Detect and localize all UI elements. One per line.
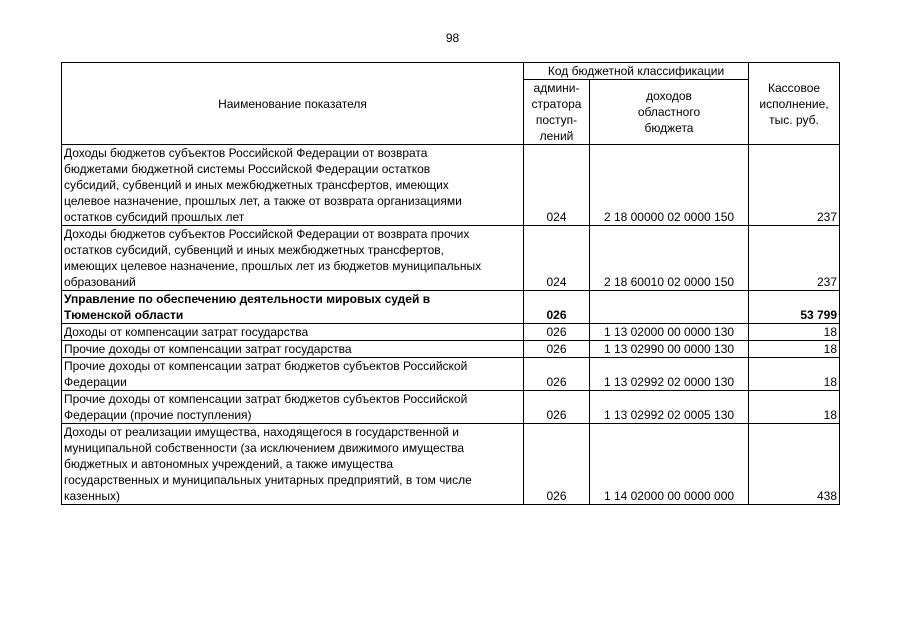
row-income-code: 2 18 60010 02 0000 150 xyxy=(590,226,749,291)
row-administrator-code: 026 xyxy=(524,424,590,505)
row-amount: 438 xyxy=(749,424,840,505)
header-income-code: доходов областного бюджета xyxy=(590,80,749,145)
row-indicator-name: Доходы бюджетов субъектов Российской Федерации от возврата прочих остатков субсидий, субвенций и иных межбюджетных трансфертов, имеющих целевое назначение, прошлых лет из бюджетов муниципальных образований xyxy=(62,226,524,291)
row-income-code xyxy=(590,291,749,324)
header-cash-execution: Кассовое исполнение, тыс. руб. xyxy=(749,63,840,145)
table-row xyxy=(62,424,840,505)
row-amount: 18 xyxy=(749,341,840,358)
table-row xyxy=(62,358,840,391)
table-row xyxy=(62,341,840,358)
row-amount: 18 xyxy=(749,324,840,341)
row-indicator-name: Доходы от реализации имущества, находящегося в государственной и муниципальной собственности (за исключением движимого имущества бюджетных и автономных учреждений, а также имущества государственных и муниципальных унитарных предприятий, в том числе казенных) xyxy=(62,424,524,505)
row-administrator-code: 024 xyxy=(524,145,590,226)
header-indicator-name: Наименование показателя xyxy=(62,63,524,145)
row-administrator-code: 026 xyxy=(524,291,590,324)
row-income-code: 1 13 02992 02 0000 130 xyxy=(590,358,749,391)
row-amount: 237 xyxy=(749,145,840,226)
row-amount: 237 xyxy=(749,226,840,291)
row-administrator-code: 026 xyxy=(524,358,590,391)
table-row xyxy=(62,145,840,226)
row-income-code: 1 13 02992 02 0005 130 xyxy=(590,391,749,424)
row-income-code: 2 18 00000 02 0000 150 xyxy=(590,145,749,226)
row-amount: 18 xyxy=(749,358,840,391)
row-indicator-name: Доходы бюджетов субъектов Российской Федерации от возврата бюджетами бюджетной системы Российской Федерации остатков субсидий, субвенций и иных межбюджетных трансфертов, имеющих целевое назначение, прошлых лет, а также от возврата организациями остатков субсидий прошлых лет xyxy=(62,145,524,226)
row-administrator-code: 026 xyxy=(524,341,590,358)
row-administrator-code: 024 xyxy=(524,226,590,291)
row-income-code: 1 13 02990 00 0000 130 xyxy=(590,341,749,358)
table-row xyxy=(62,291,840,324)
row-indicator-name: Управление по обеспечению деятельности мировых судей в Тюменской области xyxy=(62,291,524,324)
table-body xyxy=(62,145,840,505)
budget-table xyxy=(61,62,840,505)
row-administrator-code: 026 xyxy=(524,324,590,341)
row-amount: 18 xyxy=(749,391,840,424)
row-income-code: 1 13 02000 00 0000 130 xyxy=(590,324,749,341)
row-amount: 53 799 xyxy=(749,291,840,324)
table-row xyxy=(62,391,840,424)
row-indicator-name: Доходы от компенсации затрат государства xyxy=(62,324,524,341)
page-number: 98 xyxy=(445,31,460,45)
table-row xyxy=(62,226,840,291)
row-indicator-name: Прочие доходы от компенсации затрат бюджетов субъектов Российской Федерации (прочие поступления) xyxy=(62,391,524,424)
table-header xyxy=(62,63,840,145)
header-administrator-code: админи- стратора поступ- лений xyxy=(524,80,590,145)
row-income-code: 1 14 02000 00 0000 000 xyxy=(590,424,749,505)
row-indicator-name: Прочие доходы от компенсации затрат бюджетов субъектов Российской Федерации xyxy=(62,358,524,391)
table-row xyxy=(62,324,840,341)
row-administrator-code: 026 xyxy=(524,391,590,424)
header-classification-code: Код бюджетной классификации xyxy=(524,63,749,80)
row-indicator-name: Прочие доходы от компенсации затрат государства xyxy=(62,341,524,358)
